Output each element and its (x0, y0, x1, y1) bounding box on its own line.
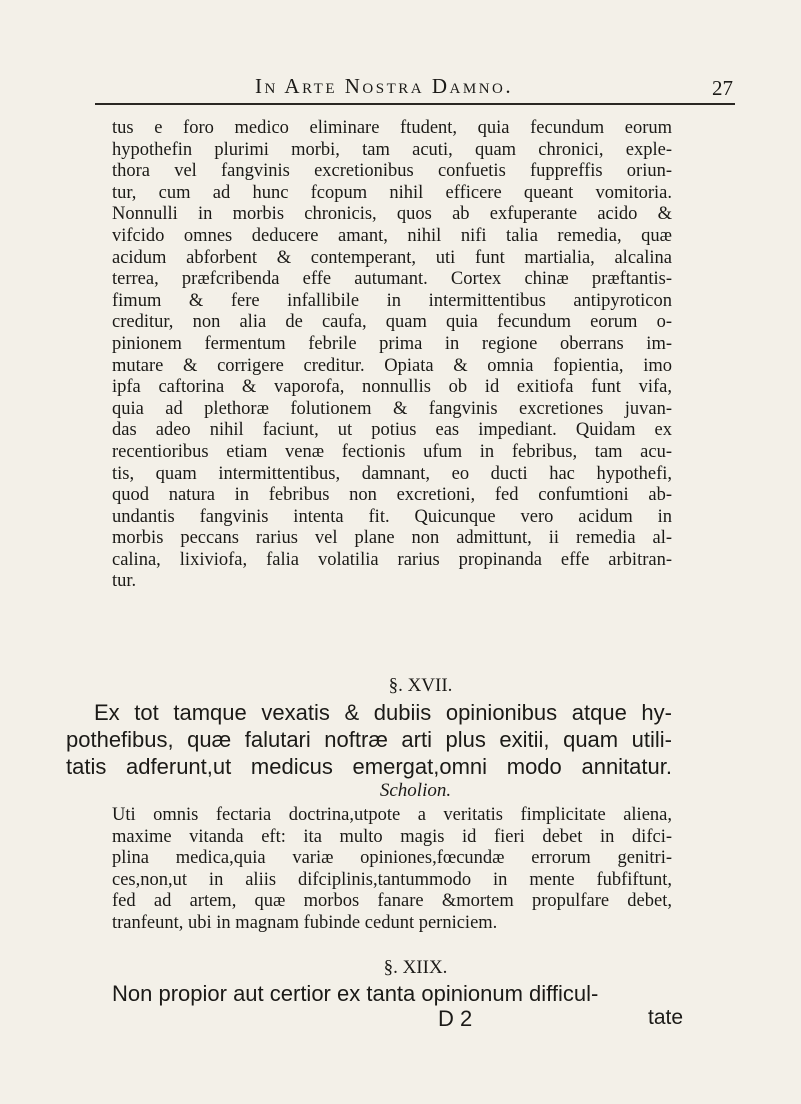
header-rule (95, 103, 735, 105)
catchword: tate (648, 1006, 684, 1029)
section-heading-17: §. XVII. (388, 675, 453, 696)
section-18-lead: Non propior aut certior ex tanta opinionum difficul- (112, 981, 599, 1006)
text-line: creditur, non alia de caufa, quam quia fecundum eorum o- (112, 312, 672, 333)
signature-mark: D 2 (438, 1006, 473, 1031)
page-footer (0, 1006, 801, 1036)
text-line: plina medica,quia variæ opiniones,fœcundæ errorum genitri- (112, 848, 672, 869)
text-line: quia ad plethoræ folutionem & fangvinis excretiones juvan- (112, 398, 672, 419)
scholion-heading: Scholion. (379, 780, 452, 801)
text-line: hypothefin plurimi morbi, tam acuti, quam chronici, exple- (112, 139, 672, 160)
text-line: Nonnulli in morbis chronicis, quos ab exfuperante acido & (112, 204, 672, 225)
scholion-text (112, 805, 672, 935)
section-heading-18: §. XIIX. (383, 957, 448, 978)
text-line: fimum & fere infallibile in intermittentibus antipyroticon (112, 290, 672, 311)
text-line: mutare & corrigere creditur. Opiata & omnia fopientia, imo (112, 355, 672, 376)
lead-line: pothefibus, quæ falutari noftræ arti plus exitii, quam utili- (66, 727, 672, 752)
text-line: acidum abforbent & contemperant, uti funt martialia, alcalina (112, 247, 672, 268)
text-line: tur, cum ad hunc fcopum nihil efficere queant vomitoria. (112, 182, 672, 203)
text-line: das adeo nihil faciunt, ut potius eas impediant. Quidam ex (112, 420, 672, 441)
text-line: pinionem fermentum febrile prima in regione oberrans im- (112, 333, 672, 354)
page-header (95, 74, 735, 104)
text-line: fed ad artem, quæ morbos fanare &mortem propulfare debet, (112, 891, 672, 912)
lead-line: tatis adferunt,ut medicus emergat,omni modo annitatur. (66, 754, 672, 779)
text-line: recentioribus etiam venæ fectionis ufum in febribus, tam acu- (112, 441, 672, 462)
text-line: tus e foro medico eliminare ftudent, quia fecundum eorum (112, 118, 672, 138)
text-line: vifcido omnes deducere amant, nihil nifi talia remedia, quæ (112, 225, 672, 246)
text-line: Uti omnis fectaria doctrina,utpote a veritatis fimplicitate aliena, (112, 805, 672, 825)
text-line: terrea, præfcribenda effe autumant. Cortex chinæ præftantis- (112, 269, 672, 290)
text-line: tis, quam intermittentibus, damnant, eo ducti hac hypothefi, (112, 463, 672, 484)
paragraph-1 (112, 118, 672, 593)
page-number: 27 (712, 76, 733, 100)
text-line: tranfeunt, ubi in magnam fubinde cedunt perniciem. (112, 912, 498, 933)
text-line: tur. (112, 571, 137, 592)
text-line: undantis fangvinis intenta fit. Quicunque vero acidum in (112, 506, 672, 527)
text-line: thora vel fangvinis excretionibus confuetis fuppreffis oriun- (112, 161, 672, 182)
text-line: maxime vitanda eft: ita multo magis id fieri debet in difci- (112, 826, 672, 847)
text-line: quod natura in febribus non excretioni, fed confumtioni ab- (112, 485, 672, 506)
text-line: ces,non,ut in aliis difciplinis,tantummodo in mente fubfiftunt, (112, 869, 672, 890)
text-line: ipfa caftorina & vaporofa, nonnullis ob id exitiofa funt vifa, (112, 377, 672, 398)
text-line: morbis peccans rarius vel plane non admittunt, ii remedia al- (112, 528, 672, 549)
text-line: calina, lixiviofa, falia volatilia rarius propinanda effe arbitran- (112, 549, 672, 570)
section-17-lead (66, 699, 672, 780)
lead-line: Ex tot tamque vexatis & dubiis opinionibus atque hy- (94, 700, 672, 725)
running-head: In Arte Nostra Damno. (255, 74, 514, 98)
